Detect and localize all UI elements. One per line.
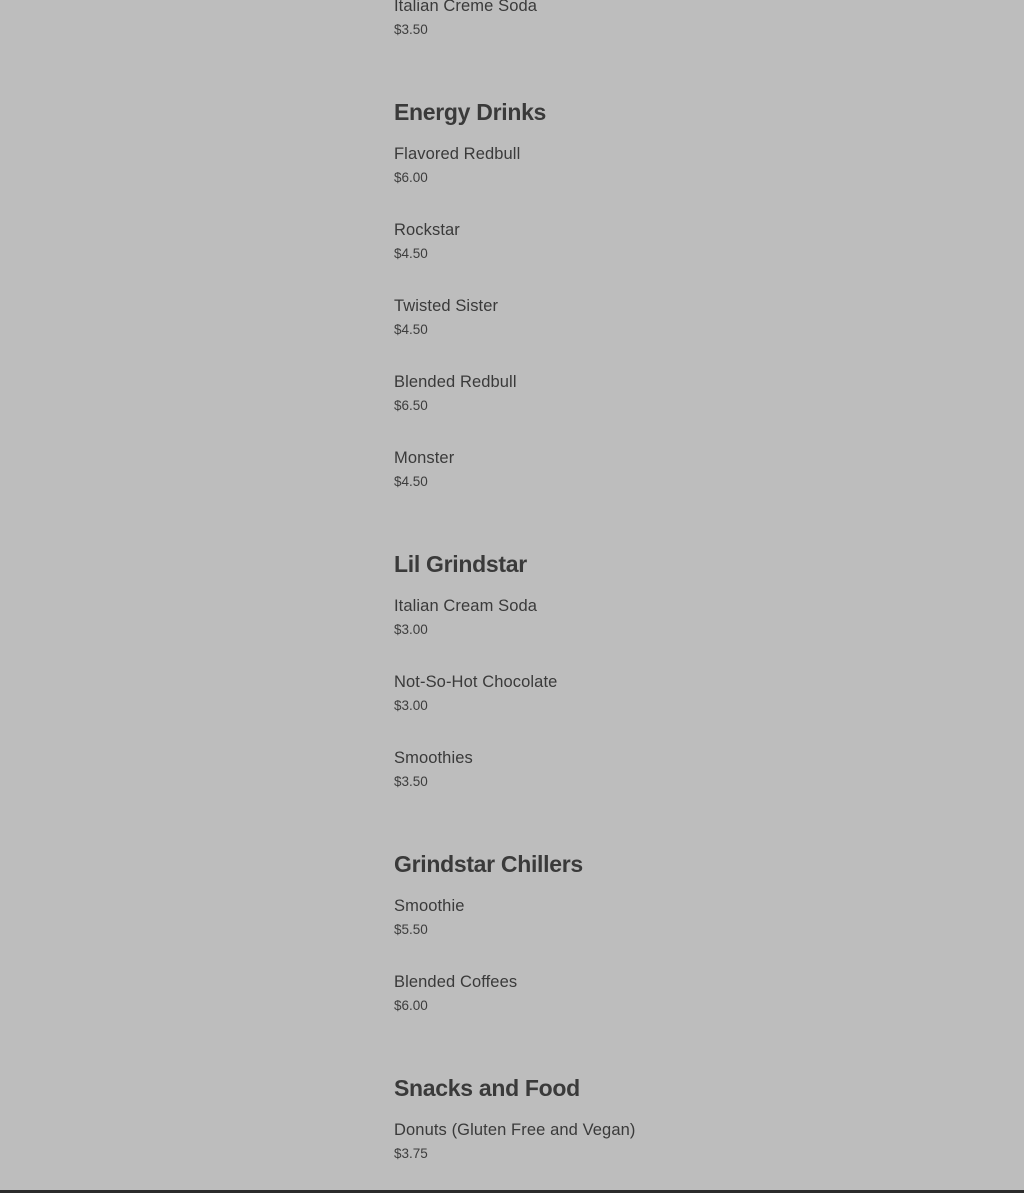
item-price: $3.00: [394, 622, 428, 637]
item-name: Donuts (Gluten Free and Vegan): [394, 1121, 636, 1139]
item-price: $4.50: [394, 246, 428, 261]
item-price: $3.50: [394, 22, 428, 37]
item-name: Smoothie: [394, 897, 465, 915]
item-price: $4.50: [394, 474, 428, 489]
item-price: $3.50: [394, 774, 428, 789]
item-name: Monster: [394, 449, 455, 467]
item-name: Italian Creme Soda: [394, 0, 538, 15]
item-price: $3.00: [394, 698, 428, 713]
item-name: Rockstar: [394, 221, 460, 239]
item-price: $5.50: [394, 922, 428, 937]
item-price: $6.00: [394, 170, 428, 185]
item-name: Blended Coffees: [394, 973, 518, 991]
item-name: Flavored Redbull: [394, 145, 521, 163]
item-name: Blended Redbull: [394, 373, 517, 391]
section-title-energy-drinks: Energy Drinks: [394, 99, 547, 125]
section-title-lil-grindstar: Lil Grindstar: [394, 551, 527, 577]
item-price: $6.00: [394, 998, 428, 1013]
section-title-snacks-and-food: Snacks and Food: [394, 1075, 580, 1101]
item-name: Italian Cream Soda: [394, 597, 538, 615]
item-name: Not-So-Hot Chocolate: [394, 673, 558, 691]
section-title-grindstar-chillers: Grindstar Chillers: [394, 851, 583, 877]
item-price: $6.50: [394, 398, 428, 413]
item-price: $3.75: [394, 1146, 428, 1161]
item-name: Smoothies: [394, 749, 473, 767]
item-name: Twisted Sister: [394, 297, 499, 315]
item-price: $4.50: [394, 322, 428, 337]
